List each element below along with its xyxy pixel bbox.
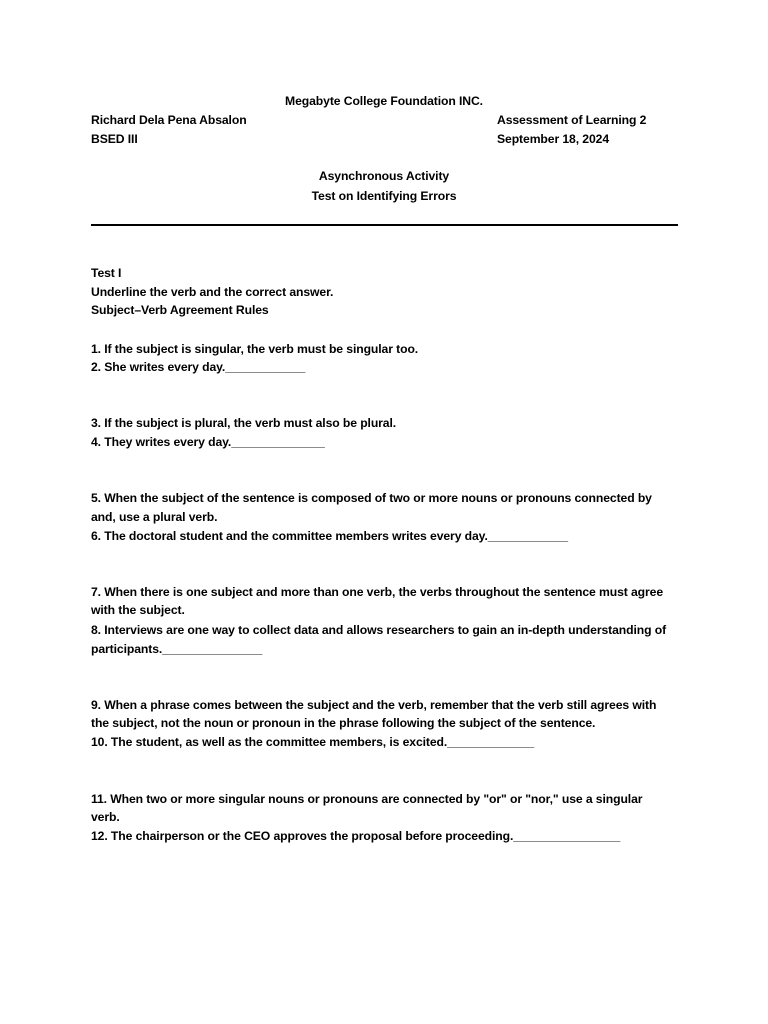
item-11-line-2: verb. (91, 810, 120, 824)
test-label: Test I (91, 266, 122, 280)
item-7-line-2: with the subject. (91, 603, 185, 617)
item-6: 6. The doctoral student and the committee members writes every day.____________ (91, 529, 568, 543)
item-9-line-2: the subject, not the noun or pronoun in the phrase following the subject of the sentence. (91, 716, 596, 730)
item-10: 10. The student, as well as the committee members, is excited._____________ (91, 735, 534, 749)
year-level: BSED III (91, 132, 138, 146)
header-divider (91, 224, 678, 226)
item-9-line-1: 9. When a phrase comes between the subject and the verb, remember that the verb still agrees with (91, 698, 657, 712)
item-12: 12. The chairperson or the CEO approves the proposal before proceeding.________________ (91, 829, 621, 843)
item-5-line-2: and, use a plural verb. (91, 510, 218, 524)
item-3: 3. If the subject is plural, the verb must also be plural. (91, 416, 397, 430)
activity-title: Test on Identifying Errors (311, 189, 457, 203)
item-5-line-1: 5. When the subject of the sentence is composed of two or more nouns or pronouns connected by (91, 491, 652, 505)
item-1: 1. If the subject is singular, the verb must be singular too. (91, 342, 419, 356)
item-8-line-1: 8. Interviews are one way to collect data and allows researchers to gain an in-depth understanding of (91, 623, 667, 637)
test-topic: Subject–Verb Agreement Rules (91, 303, 269, 317)
activity-type: Asynchronous Activity (318, 169, 450, 183)
student-name: Richard Dela Pena Absalon (91, 113, 247, 127)
institution-title: Megabyte College Foundation INC. (285, 94, 483, 108)
item-4: 4. They writes every day.______________ (91, 435, 325, 449)
item-7-line-1: 7. When there is one subject and more than one verb, the verbs throughout the sentence must agree (91, 585, 664, 599)
date: September 18, 2024 (497, 132, 610, 146)
item-11-line-1: 11. When two or more singular nouns or pronouns are connected by "or" or "nor," use a singular (91, 792, 643, 806)
item-8-line-2: participants._______________ (91, 642, 263, 656)
item-2: 2. She writes every day.____________ (91, 360, 306, 374)
test-instruction: Underline the verb and the correct answer. (91, 285, 334, 299)
course-name: Assessment of Learning 2 (497, 113, 647, 127)
